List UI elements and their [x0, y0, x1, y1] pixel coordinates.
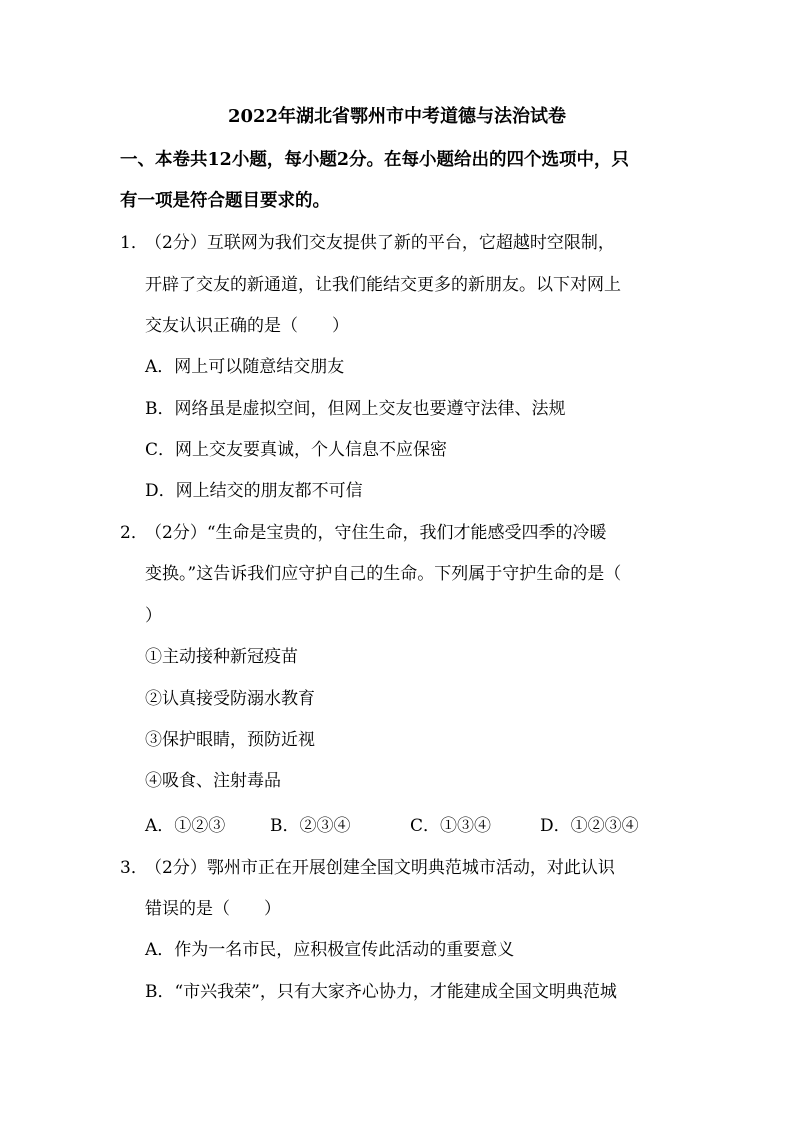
question-2-option-d: D．①②③④	[540, 816, 639, 836]
question-3-line-1: （2分）鄂州市正在开展创建全国文明典范城市活动，对此认识	[145, 858, 615, 878]
question-1-option-c: C．网上交友要真诚，个人信息不应保密	[145, 440, 448, 460]
question-2-line-1: （2分）“生命是宝贵的，守住生命，我们才能感受四季的冷暖	[145, 523, 607, 543]
question-2-option-a: A．①②③	[145, 816, 226, 836]
question-3-option-b: B．“市兴我荣”，只有大家齐心协力，才能建成全国文明典范城	[145, 982, 617, 1002]
question-2-item-2: ②认真接受防溺水教育	[145, 689, 315, 709]
question-3-option-a: A．作为一名市民，应积极宣传此活动的重要意义	[145, 940, 515, 960]
question-2-options-row	[145, 813, 685, 839]
question-2-number: 2．	[120, 523, 148, 543]
question-1-line-1: （2分）互联网为我们交友提供了新的平台，它超越时空限制，	[145, 233, 615, 253]
question-1-line-2: 开辟了交友的新通道，让我们能结交更多的新朋友。以下对网上	[145, 275, 621, 295]
question-3-number: 3．	[120, 858, 148, 878]
question-1-option-d: D．网上结交的朋友都不可信	[145, 481, 363, 501]
question-2-item-3: ③保护眼睛，预防近视	[145, 730, 315, 750]
question-2-item-1: ①主动接种新冠疫苗	[145, 647, 298, 667]
question-1-line-3: 交友认识正确的是（ ）	[145, 316, 349, 336]
section-instruction-line-2: 有一项是符合题目要求的。	[120, 191, 330, 211]
question-3-line-2: 错误的是（ ）	[145, 899, 281, 919]
question-2-option-c: C．①③④	[410, 816, 492, 836]
question-2-item-4: ④吸食、注射毒品	[145, 771, 281, 791]
section-instruction-line-1: 一、本卷共12小题，每小题2分。在每小题给出的四个选项中，只	[120, 150, 630, 170]
question-2-line-2: 变换。”这告诉我们应守护自己的生命。下列属于守护生命的是（	[145, 564, 622, 584]
question-1-number: 1．	[120, 233, 148, 253]
question-1-option-b: B．网络虽是虚拟空间，但网上交友也要遵守法律、法规	[145, 399, 566, 419]
exam-title: 2022年湖北省鄂州市中考道德与法治试卷	[227, 106, 567, 127]
question-2-line-3: ）	[145, 606, 162, 626]
question-2-option-b: B．②③④	[270, 816, 351, 836]
question-1-option-a: A．网上可以随意结交朋友	[145, 357, 345, 377]
